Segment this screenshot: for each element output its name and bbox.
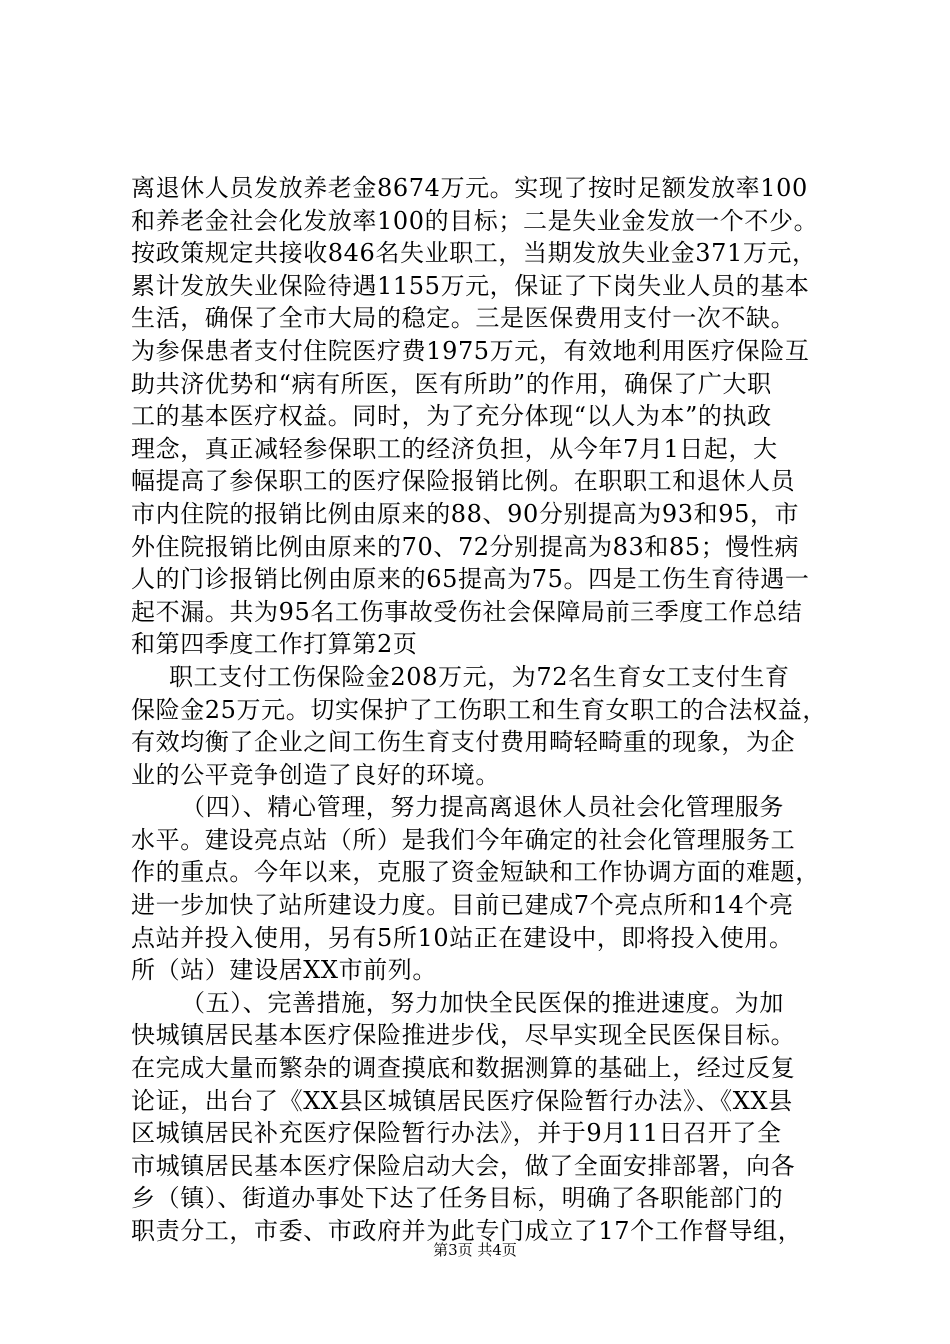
page-number-label: 第3页 共4页 (433, 1241, 517, 1259)
text-line: 和第四季度工作打算第2页 (131, 630, 418, 659)
text-line: 起不漏。共为95名工伤事故受伤社会保障局前三季度工作总结 (131, 597, 803, 626)
text-line: 人的门诊报销比例由原来的65提高为75。四是工伤生育待遇一 (131, 565, 810, 594)
text-line: 点站并投入使用，另有5所10站正在建设中，即将投入使用。 (131, 923, 794, 952)
text-line: 所（站）建设居XX市前列。 (131, 956, 437, 985)
text-line: 市内住院的报销比例由原来的88、90分别提高为93和95，市 (131, 499, 800, 528)
text-line: 助共济优势和“病有所医，医有所助”的作用，确保了广大职 (131, 369, 772, 398)
paragraph-first-line: 职工支付工伤保险金208万元，为72名生育女工支付生育 (169, 662, 790, 691)
page-footer (0, 1240, 950, 1260)
text-line: 快城镇居民基本医疗保险推进步伐，尽早实现全民医保目标。 (131, 1021, 796, 1050)
text-line: 论证，出台了《XX县区城镇居民医疗保险暂行办法》、《XX县 (131, 1086, 793, 1115)
text-line: 进一步加快了站所建设力度。目前已建成7个亮点所和14个亮 (131, 891, 794, 920)
section-heading-line: （五）、完善措施，努力加快全民医保的推进速度。为加 (181, 988, 784, 1017)
text-line: 外住院报销比例由原来的70、72分别提高为83和85；慢性病 (131, 532, 800, 561)
text-line: 幅提高了参保职工的医疗保险报销比例。在职职工和退休人员 (131, 467, 796, 496)
text-line: 累计发放失业保险待遇1155万元，保证了下岗失业人员的基本 (131, 271, 810, 300)
text-line: 业的公平竞争创造了良好的环境。 (131, 760, 500, 789)
text-line: 市城镇居民基本医疗保险启动大会，做了全面安排部署，向各 (131, 1151, 796, 1180)
text-line: 按政策规定共接收846名失业职工，当期发放失业金371万元， (131, 239, 817, 268)
text-line: 生活，确保了全市大局的稳定。三是医保费用支付一次不缺。 (131, 304, 796, 333)
text-line: 在完成大量而繁杂的调查摸底和数据测算的基础上，经过反复 (131, 1054, 796, 1083)
text-line: 区城镇居民补充医疗保险暂行办法》，并于9月11日召开了全 (131, 1119, 782, 1148)
text-line: 为参保患者支付住院医疗费1975万元，有效地利用医疗保险互 (131, 336, 810, 365)
text-line: 离退休人员发放养老金8674万元。实现了按时足额发放率100 (131, 174, 808, 202)
text-line: 职责分工，市委、市政府并为此专门成立了17个工作督导组， (131, 1217, 803, 1245)
text-line: 工的基本医疗权益。同时，为了充分体现“以人为本”的执政 (131, 402, 772, 431)
text-line: 乡（镇）、街道办事处下达了任务目标，明确了各职能部门的 (131, 1184, 784, 1213)
body-text (131, 172, 831, 1248)
text-line: 理念，真正减轻参保职工的经济负担，从今年7月1日起，大 (131, 434, 778, 463)
text-line: 保险金25万元。切实保护了工伤职工和生育女职工的合法权益， (131, 695, 827, 724)
text-line: 水平。建设亮点站（所）是我们今年确定的社会化管理服务工 (131, 825, 796, 854)
text-line: 和养老金社会化发放率100的目标；二是失业金发放一个不少。 (131, 206, 819, 235)
section-heading-line: （四）、精心管理，努力提高离退休人员社会化管理服务 (181, 793, 784, 822)
text-line: 有效均衡了企业之间工伤生育支付费用畸轻畸重的现象，为企 (131, 728, 796, 757)
text-line: 作的重点。今年以来，克服了资金短缺和工作协调方面的难题， (131, 858, 820, 887)
